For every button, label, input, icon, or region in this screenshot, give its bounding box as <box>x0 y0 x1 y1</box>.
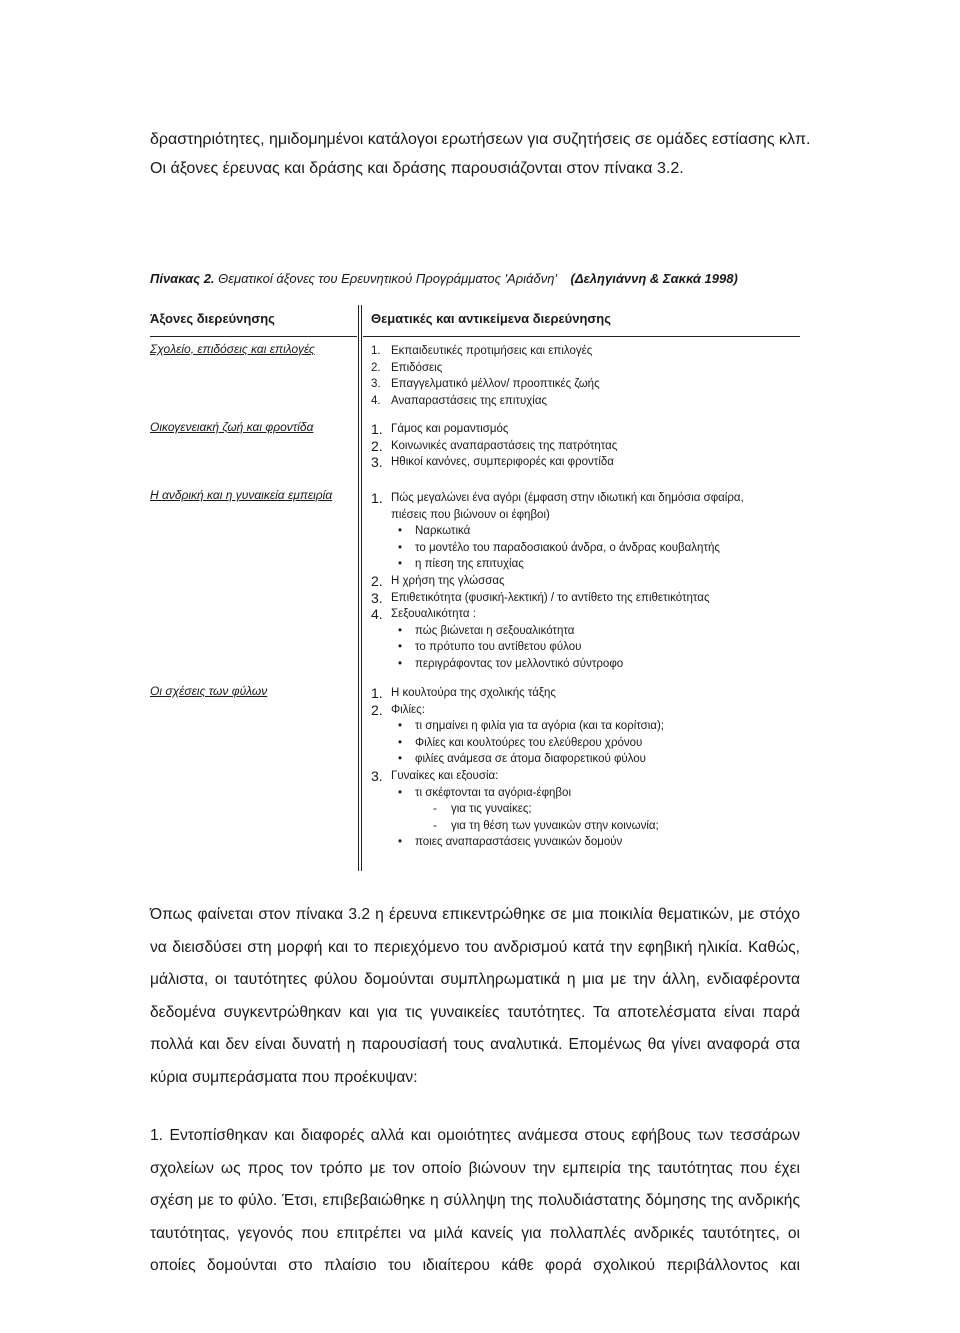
theme-item-continuation <box>371 507 744 524</box>
axis-label: Σχολείο, επιδόσεις και επιλογές <box>150 342 315 356</box>
table-caption <box>150 271 870 286</box>
caption-title: Θεματικοί άξονες του Ερευνητικού Προγράμματος 'Αριάδνη' <box>218 271 557 286</box>
intro-line: Οι άξονες έρευνας και δράσης και δράσης παρουσιάζονται στον πίνακα 3.2. <box>150 160 684 177</box>
bullet-icon: • <box>398 736 403 749</box>
dash-item <box>371 801 664 818</box>
bullet-icon: • <box>398 558 403 571</box>
theme-item <box>371 454 617 471</box>
bullet-text: το μοντέλο του παραδοσιακού άνδρα, ο άνδρας κουβαλητής <box>415 541 720 554</box>
item-text: Αναπαραστάσεις της επιτυχίας <box>391 394 548 407</box>
bullet-text: το πρότυπο του αντίθετου φύλου <box>415 641 582 654</box>
theme-item <box>371 421 617 438</box>
theme-list <box>371 490 744 673</box>
item-number: 1. <box>371 345 381 357</box>
item-number: 2. <box>371 572 383 589</box>
body-paragraphs <box>150 899 800 1283</box>
item-text: Εκπαιδευτικές προτιμήσεις και επιλογές <box>391 345 593 357</box>
item-text: Σεξουαλικότητα : <box>391 608 476 621</box>
bullet-icon: • <box>398 624 403 637</box>
theme-item <box>371 573 744 590</box>
theme-item <box>371 685 664 702</box>
bullet-text: Ναρκωτικά <box>415 525 471 538</box>
item-text: Κοινωνικές αναπαραστάσεις της πατρότητας <box>391 439 618 452</box>
header-rule-left <box>150 336 357 337</box>
item-text: Η χρήση της γλώσσας <box>391 574 505 587</box>
item-number: 3. <box>371 767 383 784</box>
bullet-text: τι σημαίνει η φιλία για τα αγόρια (και τα κορίτσια); <box>415 720 664 733</box>
body-line: μάλιστα, οι ταυτότητες φύλου δομούνται συμπληρωματικά η μια με την άλλη, ενδιαφέροντα <box>150 971 800 988</box>
bullet-text: ποιες αναπαραστάσεις γυναικών δομούν <box>415 836 623 849</box>
bullet-text: πώς βιώνεται η σεξουαλικότητα <box>415 624 575 637</box>
body-line: κύρια συμπεράσματα που προέκυψαν: <box>150 1068 418 1086</box>
bullet-item <box>371 639 744 656</box>
body-line: δεδομένα συγκεντρώθηκαν και για τις γυναικείες ταυτότητες. Τα αποτελέσματα είναι παρά <box>150 1003 800 1021</box>
bullet-icon: • <box>398 753 403 766</box>
body-line: να διεισδύσει στη μορφή και το περιεχόμενο του ανδρισμού κατά την εφηβική ηλικία. Καθώς, <box>150 938 800 956</box>
item-number: 3. <box>371 589 383 606</box>
theme-item <box>371 606 744 623</box>
header-themes: Θεματικές και αντικείμενα διερεύνησης <box>371 311 611 326</box>
item-number: 3. <box>371 454 383 471</box>
body-line: πολλά και δεν είναι δυνατή η παρουσίασή τους αναλυτικά. Επομένως θα γίνει αναφορά στα <box>150 1036 800 1053</box>
intro-line: δραστηριότητες, ημιδομημένοι κατάλογοι ερωτήσεων για συζητήσεις σε ομάδες εστίασης κλπ. <box>150 131 811 148</box>
bullet-item <box>371 834 664 851</box>
dash-text: για τη θέση των γυναικών στην κοινωνία; <box>451 819 659 832</box>
bullet-icon: • <box>398 836 403 849</box>
caption-authors: (Δεληγιάννη & Σακκά 1998) <box>570 271 738 286</box>
dash-icon: - <box>433 819 437 832</box>
theme-list <box>371 421 617 471</box>
bullet-item <box>371 751 664 768</box>
bullet-item <box>371 540 744 557</box>
item-number: 2. <box>371 701 383 718</box>
axis-label: Οικογενειακή ζωή και φροντίδα <box>150 420 314 434</box>
theme-item <box>371 590 744 607</box>
bullet-icon: • <box>398 525 403 538</box>
item-number: 3. <box>371 378 381 391</box>
dash-item <box>371 818 664 835</box>
item-text: Επιδόσεις <box>391 361 443 374</box>
bullet-icon: • <box>398 541 403 554</box>
item-number: 2. <box>371 437 383 454</box>
bullet-item <box>371 735 664 752</box>
bullet-icon: • <box>398 720 403 733</box>
bullet-item <box>371 556 744 573</box>
bullet-icon: • <box>398 657 403 670</box>
axis-label: Η ανδρική και η γυναικεία εμπειρία <box>150 488 333 502</box>
dash-icon: - <box>433 803 437 816</box>
theme-item <box>371 438 617 455</box>
bullet-text: τι σκέφτονται τα αγόρια-έφηβοι <box>415 786 572 799</box>
theme-item <box>371 360 600 377</box>
axes-table <box>150 305 800 871</box>
theme-item <box>371 343 600 360</box>
column-divider <box>358 305 362 871</box>
bullet-item <box>371 785 664 802</box>
body-line: 1. Εντοπίσθηκαν και διαφορές αλλά και ομοιότητες ανάμεσα στους εφήβους των τεσσάρων <box>150 1127 800 1144</box>
bullet-icon: • <box>398 786 403 799</box>
theme-item <box>371 393 600 410</box>
axis-label: Οι σχέσεις των φύλων <box>150 684 268 698</box>
item-text: Γάμος και ρομαντισμός <box>391 423 509 435</box>
body-line: σχολείων ως προς τον τρόπο με τον οποίο βιώνουν την εμπειρία της ταυτότητας που έχει <box>150 1159 800 1177</box>
theme-item <box>371 376 600 393</box>
bullet-text: Φιλίες και κουλτούρες του ελεύθερου χρόνου <box>415 736 643 749</box>
item-text: Φιλίες: <box>391 703 425 716</box>
header-axes: Άξονες διερεύνησης <box>150 311 275 326</box>
theme-item <box>371 702 664 719</box>
item-number: 1. <box>371 685 383 701</box>
bullet-text: η πίεση της επιτυχίας <box>415 558 524 571</box>
intro-paragraph <box>150 125 850 183</box>
item-number: 1. <box>371 490 383 506</box>
item-text: Η κουλτούρα της σχολικής τάξης <box>391 687 556 699</box>
bullet-item <box>371 656 744 673</box>
bullet-text: περιγράφοντας τον μελλοντικό σύντροφο <box>415 657 624 670</box>
item-text: Επαγγελματικό μέλλον/ προοπτικές ζωής <box>391 378 600 391</box>
item-text: Πώς μεγαλώνει ένα αγόρι (έμφαση στην ιδιωτική και δημόσια σφαίρα, <box>391 492 744 504</box>
body-line: οποίες δομούνται στο πλαίσιο του ιδιαίτερου κάθε φορά σχολικού περιβάλλοντος και <box>150 1257 800 1274</box>
dash-text: για τις γυναίκες; <box>451 803 532 816</box>
body-line: ταυτότητας, γεγονός που επιτρέπει να μιλά κανείς για πολλαπλές ανδρικές ταυτότητες, οι <box>150 1224 800 1242</box>
item-text: Ηθικοί κανόνες, συμπεριφορές και φροντίδα <box>391 456 614 469</box>
item-number: 1. <box>371 421 383 437</box>
item-number: 4. <box>371 606 383 623</box>
bullet-icon: • <box>398 641 403 654</box>
bullet-item <box>371 718 664 735</box>
caption-label: Πίνακας 2. <box>150 271 215 286</box>
item-text: Γυναίκες και εξουσία: <box>391 769 499 782</box>
item-text: πιέσεις που βιώνουν οι έφηβοι) <box>391 508 550 521</box>
body-line: σχέση με το φύλο. Έτσι, επιβεβαιώθηκε η σύλληψη της πολυδιάστατης δόμησης της ανδρικής <box>150 1192 800 1209</box>
body-line: Όπως φαίνεται στον πίνακα 3.2 η έρευνα επικεντρώθηκε σε μια ποικιλία θεματικών, με στόχο <box>150 906 800 923</box>
theme-list <box>371 343 600 409</box>
bullet-item <box>371 523 744 540</box>
paragraph-gap <box>150 1094 800 1120</box>
bullet-text: φιλίες ανάμεσα σε άτομα διαφορετικού φύλου <box>415 753 646 766</box>
theme-item <box>371 768 664 785</box>
item-number: 2. <box>371 361 381 374</box>
theme-item <box>371 490 744 507</box>
item-text: Επιθετικότητα (φυσική-λεκτική) / το αντίθετο της επιθετικότητας <box>391 591 710 604</box>
theme-list <box>371 685 664 851</box>
item-number: 4. <box>371 394 381 407</box>
bullet-item <box>371 623 744 640</box>
header-rule-right <box>363 336 800 337</box>
